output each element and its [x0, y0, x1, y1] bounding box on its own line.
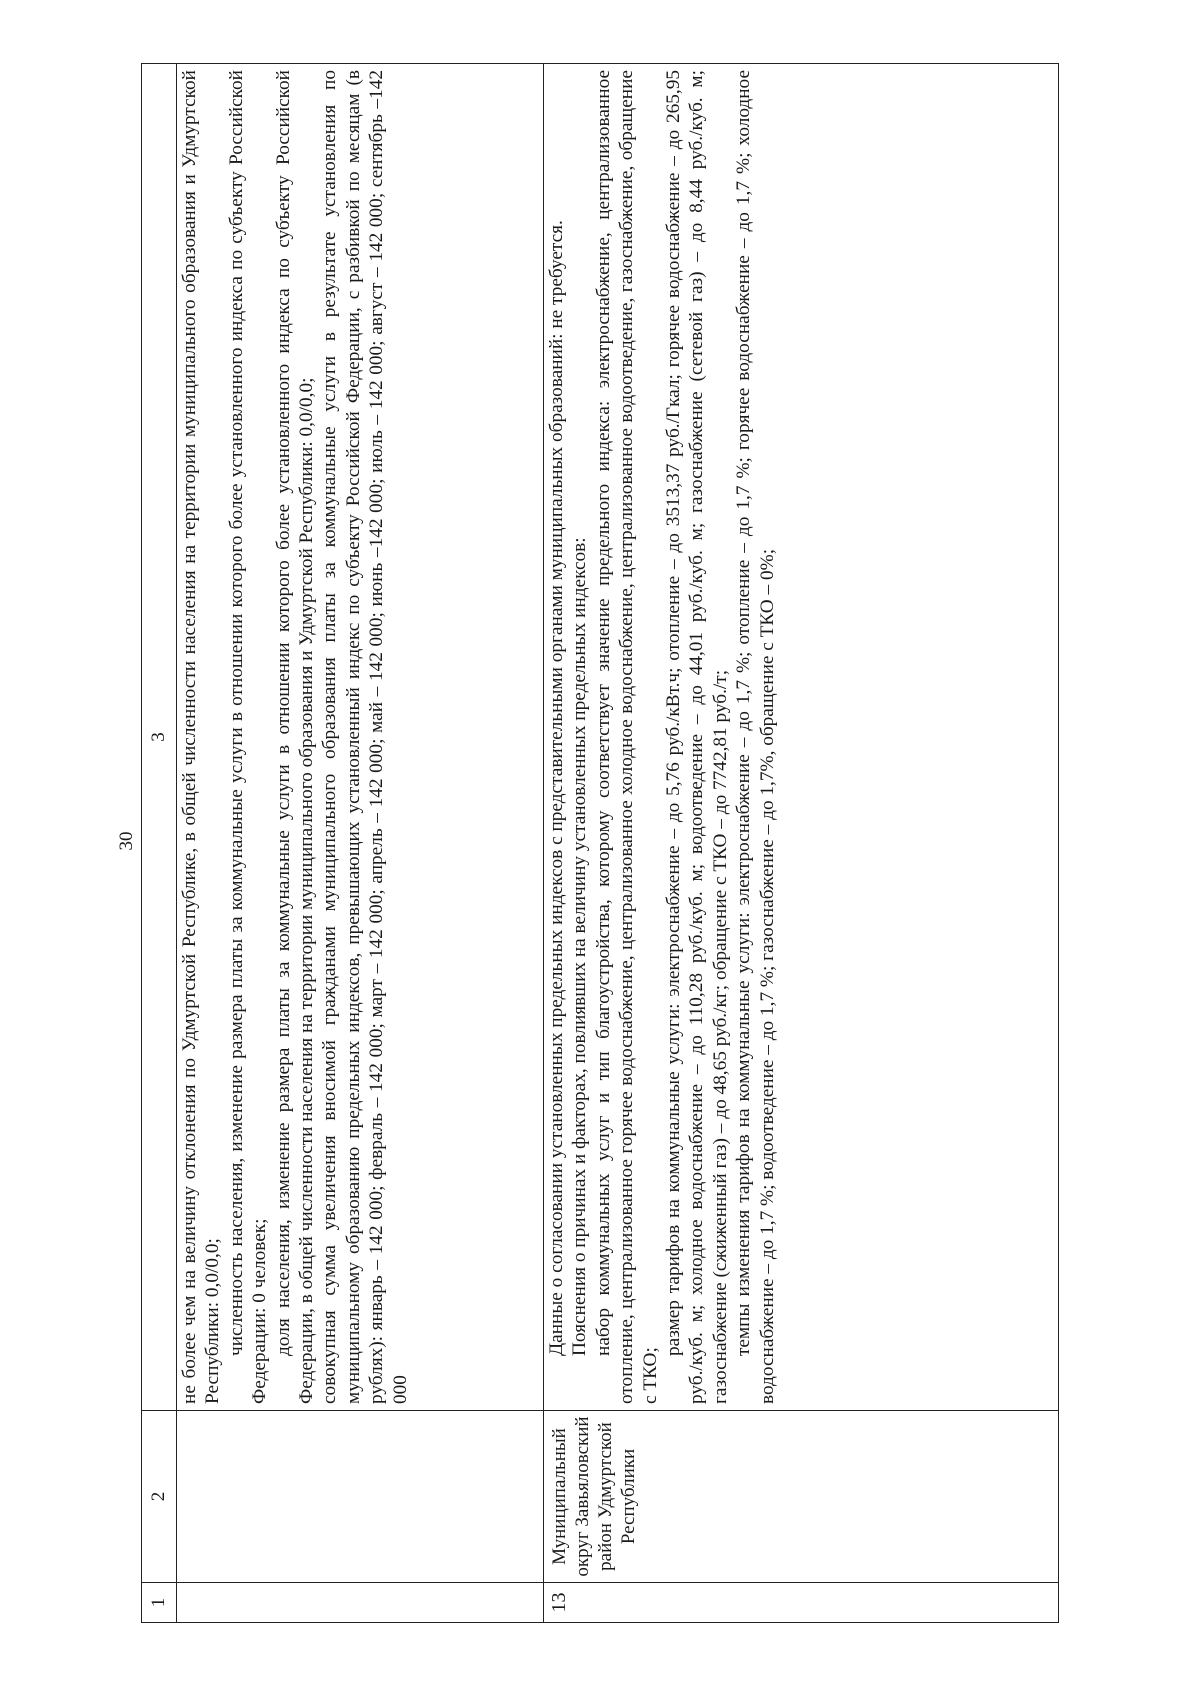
paragraph: не более чем на величину отклонения по Удмуртской Республике, в общей численности населения на территории муниципального образования и Удмуртской Республики: 0,0/0,0;: [179, 70, 224, 1404]
paragraph: размер тарифов на коммунальные услуги: электроснабжение – до 5,76 руб./кВт.ч; отопление – до 3513,37 руб./Гкал; горячее водоснабжение – до 265,95 руб./куб. м; холодное водоснабжение – до 110,28 руб./куб. м; водоотведение – до 44,01 руб./куб. м; газоснабжение (сетевой газ) – до 8,44 руб./куб. м; газоснабжение (сжиженный газ) – до 48,65 руб./кг; обращение с ТКО – до 7742,81 руб./т;: [663, 70, 731, 1404]
paragraph: темпы изменения тарифов на коммунальные услуги: электроснабжение – до 1,7 %; отопление – до 1,7 %; горячее водоснабжение – до 1,7 %; холодное водоснабжение – до 1,7 %; водоотведение – до 1,7 %; газоснабжение – до 1,7%, обращение с ТКО – 0%;: [733, 70, 778, 1404]
table-row-continuation: [177, 64, 544, 1623]
table-header-row: [142, 64, 177, 1623]
header-col-2: 2: [142, 1411, 177, 1583]
page-number: 30: [116, 831, 137, 851]
paragraph: набор коммунальных услуг и тип благоустройства, которому соответствует значение предельного индекса: электроснабжение, централизованное отопление, централизованное горячее водоснабжение, централизованное холодное водоснабжение, централизованное водоотведение, газоснабжение, обращение с ТКО;: [592, 70, 661, 1404]
details-cell: [544, 64, 1059, 1411]
paragraph: совокупная сумма увеличения вносимой гражданами муниципального образования платы за коммунальные услуги в результате установления по муниципальному образованию предельных индексов, превышающих установленный индекс по субъекту Российской Федерации, с разбивкой по месяцам (в рублях): январь – 142 000; февраль – 142 000; март – 142 000; апрель – 142 000; май – 142 000; июнь –142 000; июль – 142 000; август – 142 000; сентябрь –142 000: [319, 70, 411, 1404]
municipality-name-cell: Муниципальный округ Завьяловский район Удмуртской Республики: [544, 1411, 1059, 1583]
row-number-cell: 13: [544, 1583, 1059, 1623]
header-col-1: 1: [142, 1583, 177, 1623]
rotated-table-container: [141, 63, 1059, 1623]
row-number-cell: [177, 1583, 544, 1623]
municipality-name-cell: [177, 1411, 544, 1583]
paragraph: Пояснения о причинах и факторах, повлиявших на величину установленных предельных индексов:: [569, 537, 591, 1356]
paragraph: доля населения, изменение размера платы за коммунальные услуги в отношении которого более установленного индекса по субъекту Российской Федерации, в общей численности населения на территории муниципального образования и Удмуртской Республики: 0,0/0,0;: [272, 70, 318, 1404]
paragraph: Данные о согласовании установленных предельных индексов с представительными органами муниципальных образований: не требуется.: [546, 220, 567, 1356]
paragraph: численность населения, изменение размера платы за коммунальные услуги в отношении которого более установленного индекса по субъекту Российской Федерации: 0 человек;: [225, 70, 271, 1404]
table-row-13: [544, 64, 1059, 1623]
data-table: [141, 63, 1059, 1623]
details-cell: [177, 64, 544, 1411]
header-col-3: 3: [142, 64, 177, 1411]
